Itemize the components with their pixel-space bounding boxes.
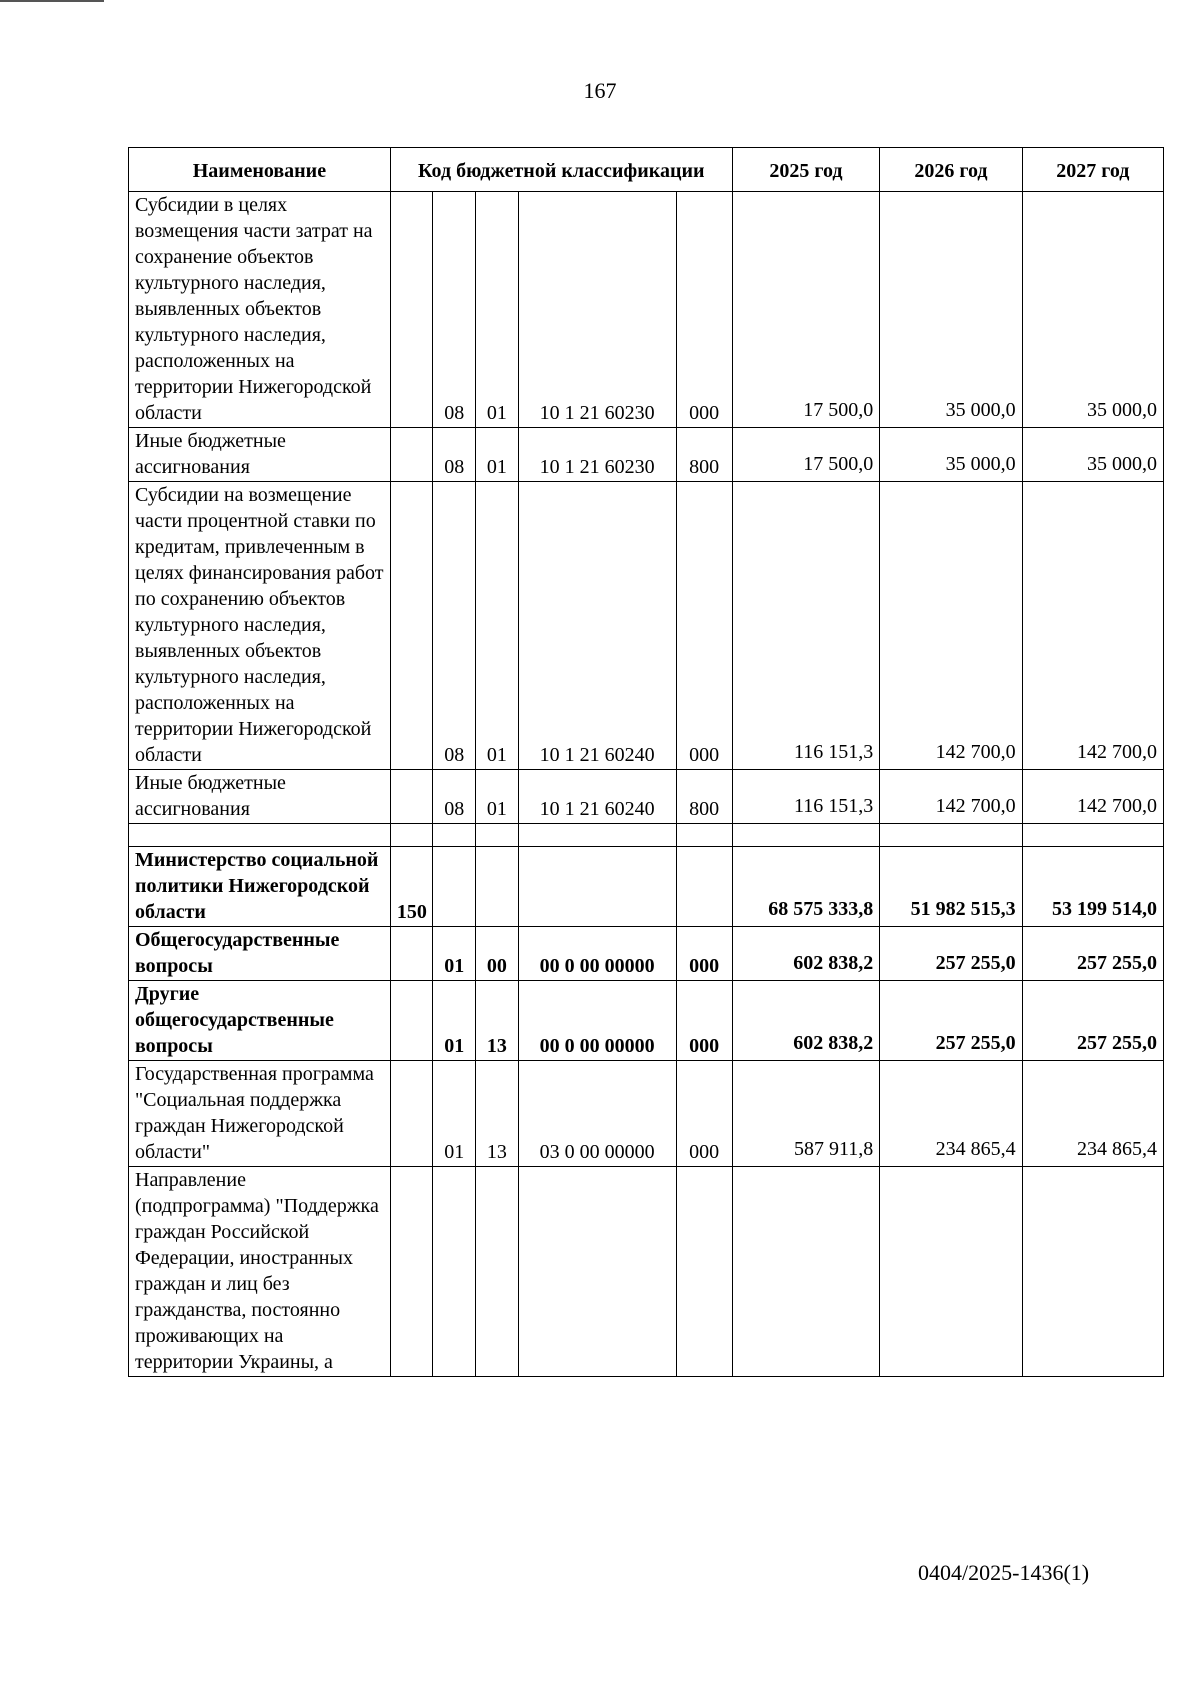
code-expense-type: 000 <box>676 927 732 981</box>
header-code: Код бюджетной классификации <box>390 148 732 192</box>
document-id: 0404/2025-1436(1) <box>918 1560 1090 1585</box>
value-2025: 17 500,0 <box>732 192 880 428</box>
value-2026: 51 982 515,3 <box>880 847 1022 927</box>
budget-table <box>128 147 1164 1377</box>
table-row <box>129 428 1164 482</box>
code-ministry <box>390 482 433 770</box>
value-2025: 116 151,3 <box>732 482 880 770</box>
code-section: 01 <box>433 1061 476 1167</box>
value-2026: 257 255,0 <box>880 981 1022 1061</box>
code-ministry <box>390 1061 433 1167</box>
table-row <box>129 192 1164 428</box>
code-target: 10 1 21 60240 <box>518 770 676 824</box>
code-expense-type: 000 <box>676 981 732 1061</box>
header-2026: 2026 год <box>880 148 1022 192</box>
row-name: Субсидии на возмещение части процентной ставки по кредитам, привлеченным в целях финансирования работ по сохранению объектов культурного наследия, выявленных объектов культурного наследия, расположенных на территории Нижегородской области <box>129 482 391 770</box>
code-section: 01 <box>433 981 476 1061</box>
code-section <box>433 847 476 927</box>
value-2025 <box>732 1167 880 1377</box>
row-name: Субсидии в целях возмещения части затрат на сохранение объектов культурного наследия, выявленных объектов культурного наследия, расположенных на территории Нижегородской области <box>129 192 391 428</box>
code-subsection <box>476 847 519 927</box>
row-name: Иные бюджетные ассигнования <box>129 428 391 482</box>
code-ministry <box>390 981 433 1061</box>
value-2025: 602 838,2 <box>732 981 880 1061</box>
value-2025: 68 575 333,8 <box>732 847 880 927</box>
code-target: 00 0 00 00000 <box>518 981 676 1061</box>
code-target: 10 1 21 60240 <box>518 482 676 770</box>
table-row <box>129 927 1164 981</box>
code-ministry <box>390 428 433 482</box>
code-expense-type <box>676 847 732 927</box>
value-2027: 257 255,0 <box>1022 981 1163 1061</box>
value-2025: 17 500,0 <box>732 428 880 482</box>
value-2026: 35 000,0 <box>880 192 1022 428</box>
code-target <box>518 847 676 927</box>
value-2027: 234 865,4 <box>1022 1061 1163 1167</box>
page-number: 167 <box>583 78 617 103</box>
code-subsection: 01 <box>476 482 519 770</box>
row-name: Иные бюджетные ассигнования <box>129 770 391 824</box>
code-section: 08 <box>433 192 476 428</box>
code-subsection: 01 <box>476 428 519 482</box>
table-row <box>129 1061 1164 1167</box>
value-2027: 35 000,0 <box>1022 428 1163 482</box>
header-2025: 2025 год <box>732 148 880 192</box>
code-expense-type: 000 <box>676 482 732 770</box>
code-target: 03 0 00 00000 <box>518 1061 676 1167</box>
code-expense-type <box>676 1167 732 1377</box>
spacer-row <box>129 824 1164 847</box>
value-2026: 142 700,0 <box>880 770 1022 824</box>
code-target: 10 1 21 60230 <box>518 428 676 482</box>
value-2026: 234 865,4 <box>880 1061 1022 1167</box>
code-target: 00 0 00 00000 <box>518 927 676 981</box>
value-2027 <box>1022 1167 1163 1377</box>
value-2027: 35 000,0 <box>1022 192 1163 428</box>
code-subsection: 13 <box>476 1061 519 1167</box>
code-section: 08 <box>433 770 476 824</box>
code-target <box>518 1167 676 1377</box>
code-ministry: 150 <box>390 847 433 927</box>
code-ministry <box>390 192 433 428</box>
code-expense-type: 800 <box>676 428 732 482</box>
top-edge-mark <box>0 0 104 2</box>
value-2026: 257 255,0 <box>880 927 1022 981</box>
table-row <box>129 770 1164 824</box>
row-name: Другие общегосударственные вопросы <box>129 981 391 1061</box>
code-subsection: 01 <box>476 192 519 428</box>
code-expense-type: 000 <box>676 1061 732 1167</box>
code-expense-type: 000 <box>676 192 732 428</box>
code-target: 10 1 21 60230 <box>518 192 676 428</box>
code-subsection <box>476 1167 519 1377</box>
value-2025: 602 838,2 <box>732 927 880 981</box>
header-row <box>129 148 1164 192</box>
value-2026 <box>880 1167 1022 1377</box>
code-ministry <box>390 1167 433 1377</box>
code-section <box>433 1167 476 1377</box>
value-2027: 257 255,0 <box>1022 927 1163 981</box>
value-2027: 53 199 514,0 <box>1022 847 1163 927</box>
code-expense-type: 800 <box>676 770 732 824</box>
table-row <box>129 482 1164 770</box>
code-section: 08 <box>433 482 476 770</box>
code-section: 08 <box>433 428 476 482</box>
value-2026: 142 700,0 <box>880 482 1022 770</box>
row-name: Общегосударственные вопросы <box>129 927 391 981</box>
value-2025: 587 911,8 <box>732 1061 880 1167</box>
row-name: Министерство социальной политики Нижегородской области <box>129 847 391 927</box>
table-row <box>129 847 1164 927</box>
code-ministry <box>390 770 433 824</box>
code-subsection: 00 <box>476 927 519 981</box>
table-row <box>129 981 1164 1061</box>
code-ministry <box>390 927 433 981</box>
code-subsection: 01 <box>476 770 519 824</box>
row-name: Направление (подпрограмма) "Поддержка граждан Российской Федерации, иностранных граждан и лиц без гражданства, постоянно проживающих на территории Украины, а <box>129 1167 391 1377</box>
table-row <box>129 1167 1164 1377</box>
row-name: Государственная программа "Социальная поддержка граждан Нижегородской области" <box>129 1061 391 1167</box>
value-2025: 116 151,3 <box>732 770 880 824</box>
value-2026: 35 000,0 <box>880 428 1022 482</box>
header-2027: 2027 год <box>1022 148 1163 192</box>
code-subsection: 13 <box>476 981 519 1061</box>
code-section: 01 <box>433 927 476 981</box>
header-name: Наименование <box>129 148 391 192</box>
value-2027: 142 700,0 <box>1022 482 1163 770</box>
value-2027: 142 700,0 <box>1022 770 1163 824</box>
